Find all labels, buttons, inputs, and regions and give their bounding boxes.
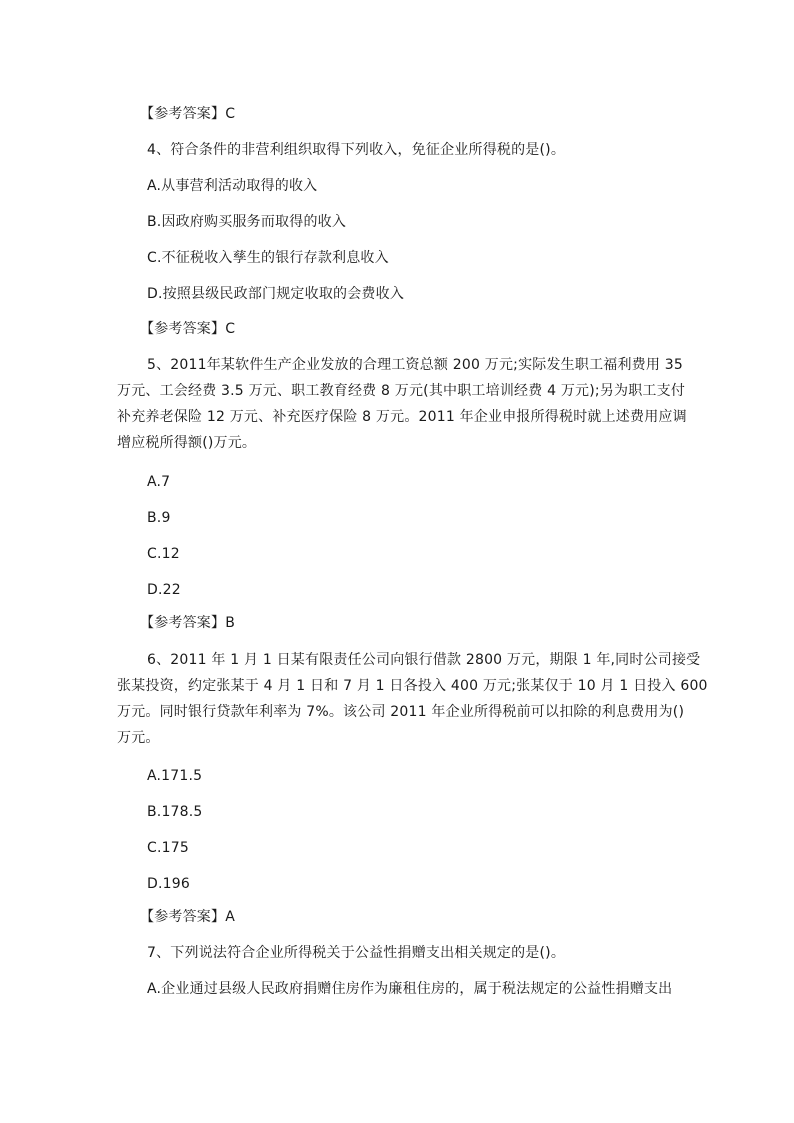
question-7: 7、下列说法符合企业所得税关于公益性捐赠支出相关规定的是()。 <box>147 945 566 961</box>
option-4c: C.不征税收入孳生的银行存款利息收入 <box>147 250 389 266</box>
option-4d: D.按照县级民政部门规定收取的会费收入 <box>147 286 405 302</box>
option-6b: B.178.5 <box>147 804 203 820</box>
option-6a: A.171.5 <box>147 768 203 784</box>
option-6d: D.196 <box>147 876 190 892</box>
question-5-line-1: 5、2011年某软件生产企业发放的合理工资总额 200 万元;实际发生职工福利费用 35 <box>147 357 683 373</box>
question-4: 4、符合条件的非营利组织取得下列收入，免征企业所得税的是()。 <box>147 142 566 158</box>
question-6-line-3: 万元。同时银行贷款年利率为 7%。该公司 2011 年企业所得税前可以扣除的利息费用为() <box>117 704 685 720</box>
answer-q6: 【参考答案】A <box>140 909 235 925</box>
option-7a: A.企业通过县级人民政府捐赠住房作为廉租住房的，属于税法规定的公益性捐赠支出 <box>147 981 673 997</box>
option-5d: D.22 <box>147 582 181 598</box>
question-6-line-4: 万元。 <box>117 730 160 746</box>
answer-q5: 【参考答案】B <box>140 615 236 631</box>
answer-q4: 【参考答案】C <box>140 321 236 337</box>
question-6-line-2: 张某投资，约定张某于 4 月 1 日和 7 月 1 日各投入 400 万元;张某仅于 10 月 1 日投入 600 <box>117 678 708 694</box>
question-5-line-3: 补充养老保险 12 万元、补充医疗保险 8 万元。2011 年企业申报所得税时就上述费用应调 <box>117 409 687 425</box>
option-4a: A.从事营利活动取得的收入 <box>147 178 318 194</box>
option-4b: B.因政府购买服务而取得的收入 <box>147 214 347 230</box>
option-5b: B.9 <box>147 510 171 526</box>
question-5-line-4: 增应税所得额()万元。 <box>117 435 257 451</box>
option-5c: C.12 <box>147 546 180 562</box>
answer-q3: 【参考答案】C <box>140 106 236 122</box>
option-6c: C.175 <box>147 840 189 856</box>
question-5-line-2: 万元、工会经费 3.5 万元、职工教育经费 8 万元(其中职工培训经费 4 万元);另为职工支付 <box>117 383 686 399</box>
option-5a: A.7 <box>147 474 171 490</box>
question-6-line-1: 6、2011 年 1 月 1 日某有限责任公司向银行借款 2800 万元，期限 1 年,同时公司接受 <box>147 652 701 668</box>
